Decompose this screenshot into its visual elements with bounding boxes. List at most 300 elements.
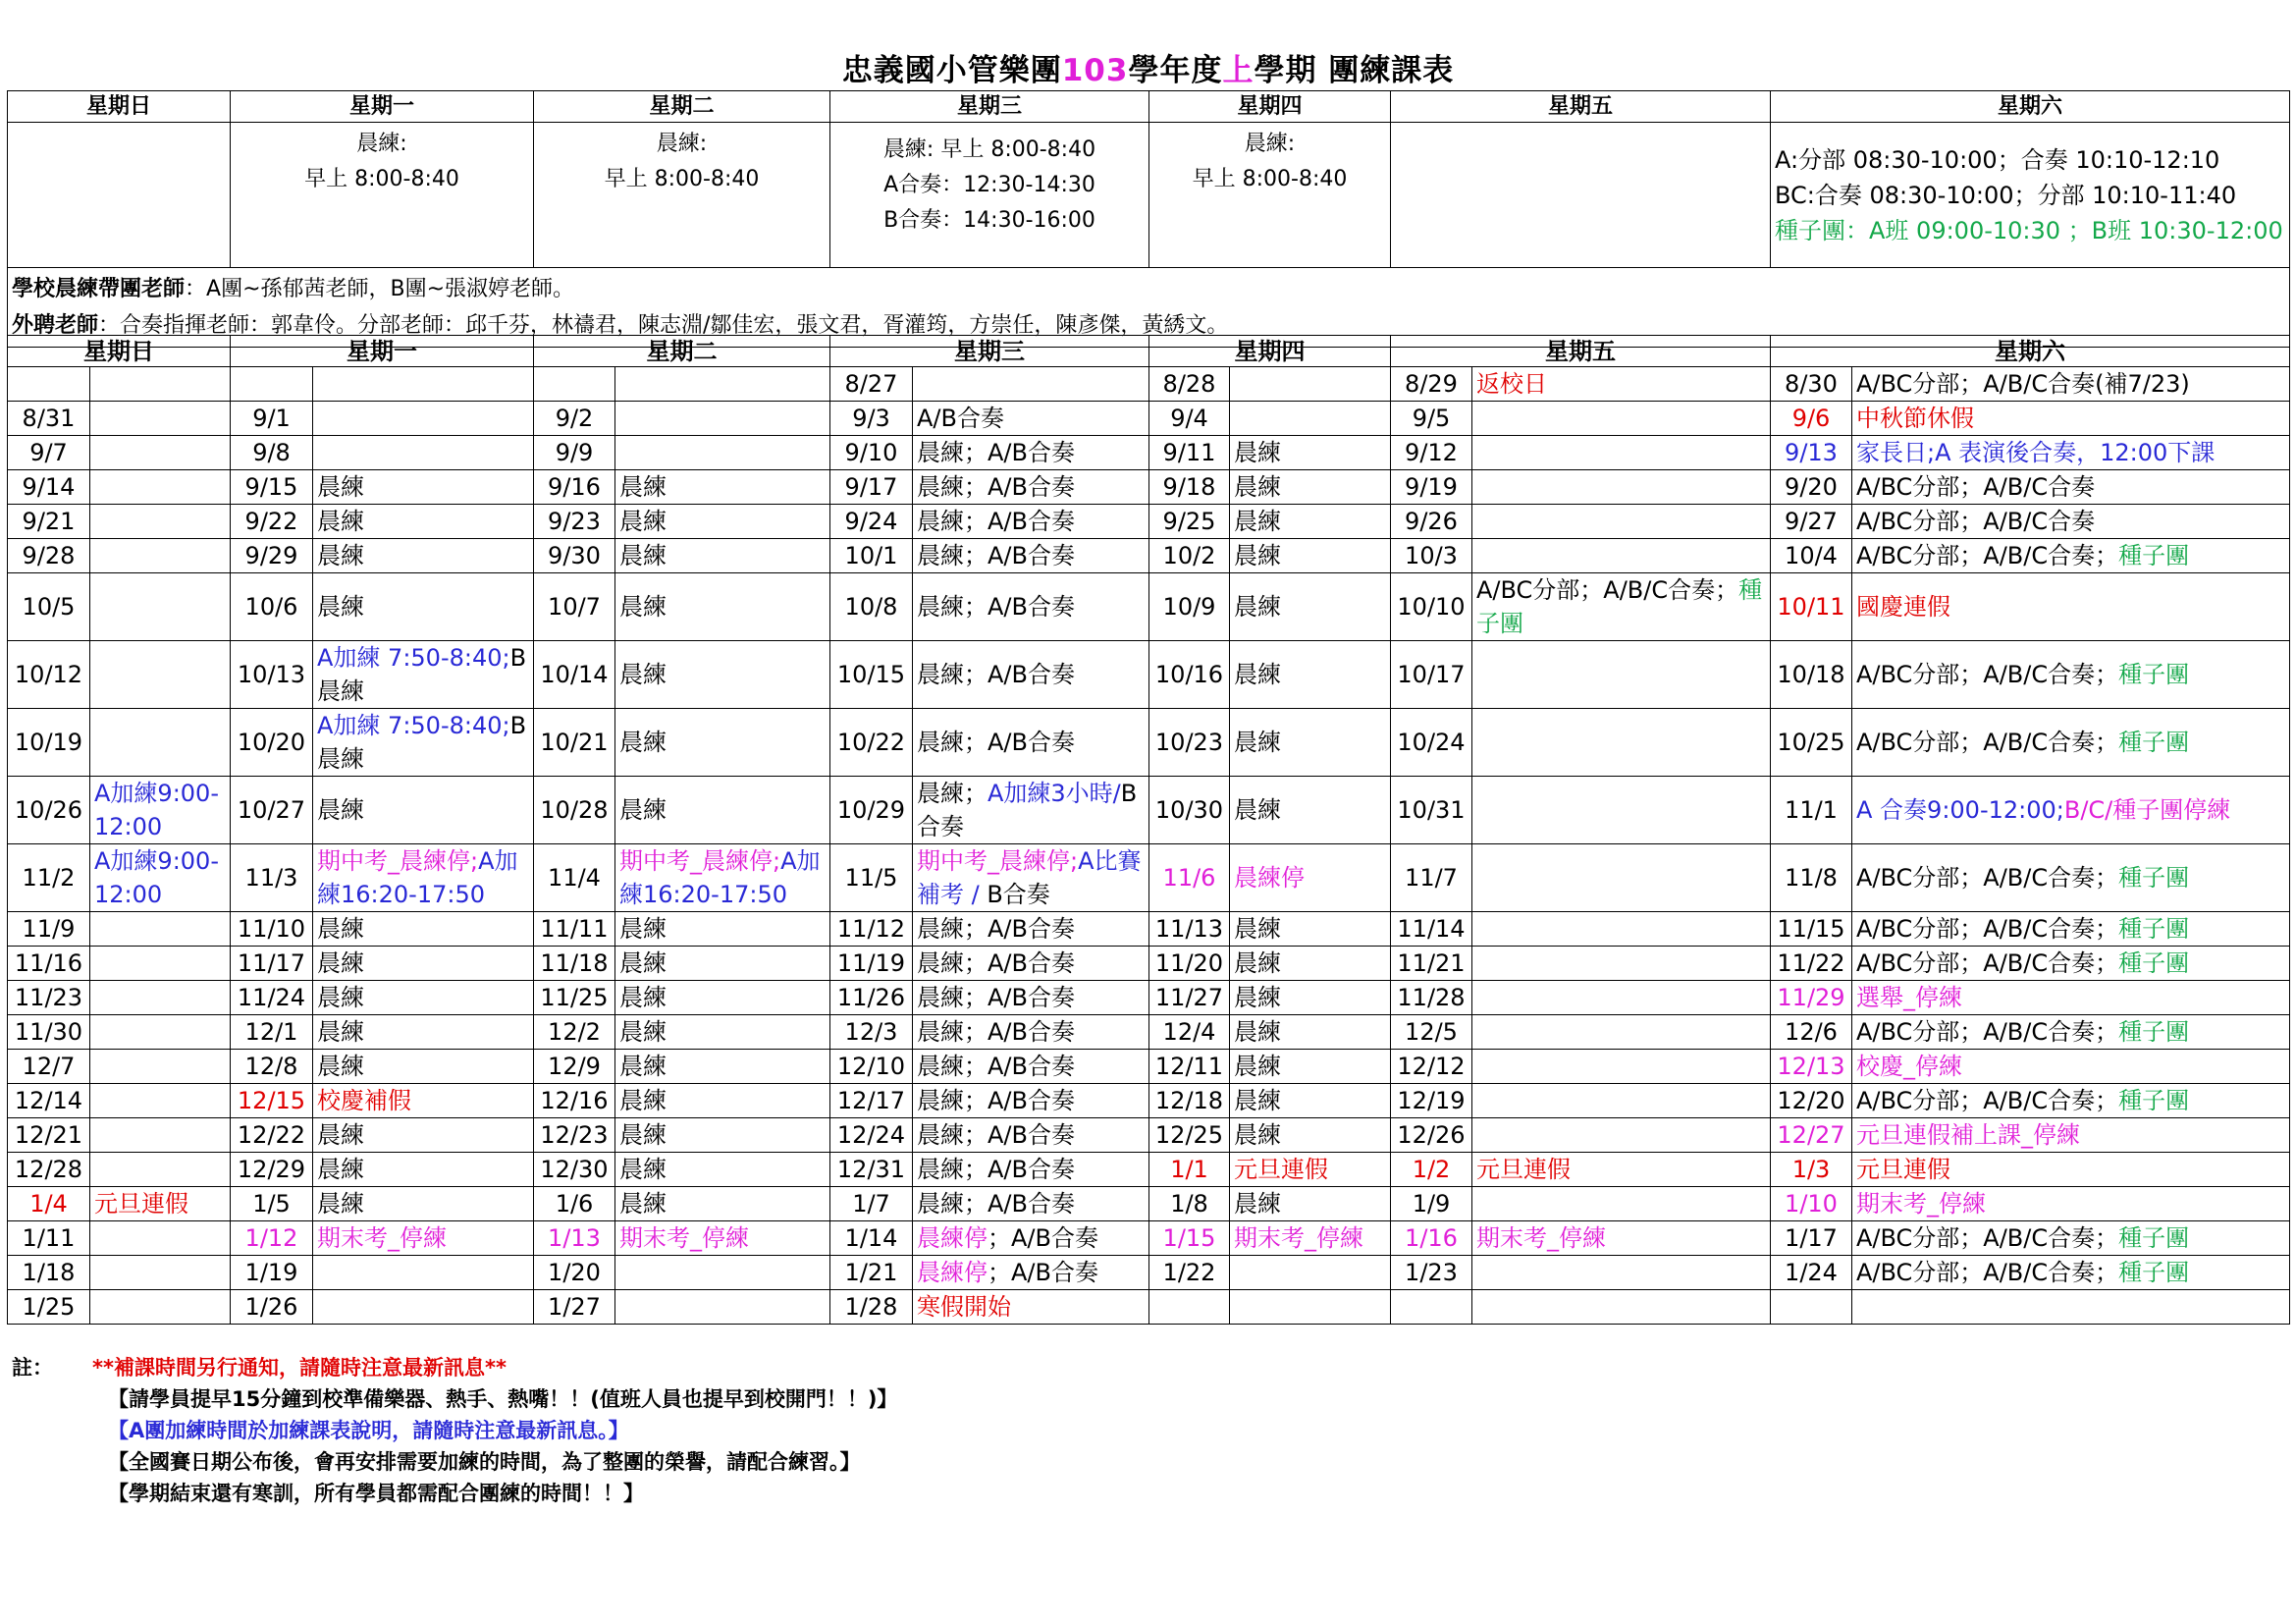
event-text: 期中考_晨練停;	[317, 847, 479, 875]
event-text: 9:00-12:00	[94, 780, 219, 840]
event-cell-fri	[1472, 777, 1771, 844]
date-cell-thu: 11/20	[1149, 947, 1230, 981]
event-cell-sat	[1852, 1153, 2290, 1187]
event-text: A加練	[94, 780, 158, 807]
date-cell-sat: 11/22	[1771, 947, 1852, 981]
event-text: A/BC分部；A/B/C合奏；	[1856, 1259, 2119, 1286]
date-cell-mon: 10/20	[231, 709, 313, 777]
event-text: 晨練；A/B合奏	[917, 1053, 1075, 1080]
event-text: 9:00-12:00	[94, 847, 219, 908]
event-cell-fri	[1472, 1118, 1771, 1153]
event-cell-thu	[1230, 1256, 1391, 1290]
event-cell-tue	[615, 981, 830, 1015]
date-cell-sun: 12/7	[8, 1050, 90, 1084]
event-cell-mon	[313, 709, 534, 777]
cal-header-wed: 星期三	[830, 336, 1149, 367]
date-cell-fri: 12/5	[1391, 1015, 1472, 1050]
date-cell-sun: 9/21	[8, 505, 90, 539]
event-text: 種子團	[2118, 1018, 2190, 1046]
date-cell-thu: 8/28	[1149, 367, 1230, 402]
event-text: 晨練；A/B合奏	[917, 1190, 1075, 1218]
header-sun: 星期日	[8, 91, 231, 123]
date-cell-sat: 10/25	[1771, 709, 1852, 777]
event-text: 晨練	[619, 1018, 667, 1046]
date-cell-thu: 11/13	[1149, 912, 1230, 947]
event-cell-thu	[1230, 1015, 1391, 1050]
date-cell-mon: 11/3	[231, 844, 313, 912]
event-cell-wed	[913, 844, 1149, 912]
calendar-week-row	[8, 470, 2290, 505]
date-cell-tue	[534, 367, 615, 402]
date-cell-tue: 11/18	[534, 947, 615, 981]
session-thu-time: 早上 8:00-8:40	[1192, 167, 1348, 191]
event-cell-sat	[1852, 844, 2290, 912]
event-text: 晨練；A/B合奏	[917, 439, 1075, 466]
event-cell-tue	[615, 402, 830, 436]
event-text: 晨練	[1234, 1190, 1281, 1218]
event-text: 晨練	[317, 473, 364, 501]
event-text: 晨練；A/B合奏	[917, 473, 1075, 501]
event-cell-mon	[313, 947, 534, 981]
calendar-week-row	[8, 1015, 2290, 1050]
event-text: 晨練；A/B合奏	[917, 542, 1075, 569]
event-cell-wed	[913, 1084, 1149, 1118]
event-cell-mon	[313, 1221, 534, 1256]
event-cell-sat	[1852, 436, 2290, 470]
date-cell-tue: 1/27	[534, 1290, 615, 1325]
event-text: 種子團	[2118, 729, 2190, 756]
event-text: A比賽補考 /	[917, 847, 1142, 908]
date-cell-tue: 11/25	[534, 981, 615, 1015]
session-times-row	[8, 123, 2290, 268]
date-cell-fri: 11/7	[1391, 844, 1472, 912]
note-line: 【請學員提早15分鐘到校準備樂器、熱手、熱嘴！！(值班人員也提早到校開門！！)】	[108, 1387, 898, 1411]
note-line: **補課時間另行通知，請隨時注意最新訊息**	[92, 1356, 507, 1380]
event-text: 校慶補假	[317, 1087, 411, 1114]
session-sat-bc: BC:合奏 08:30-10:00；分部 10:10-11:40	[1775, 181, 2237, 209]
event-cell-tue	[615, 539, 830, 573]
event-text: 晨練	[317, 1053, 364, 1080]
calendar-week-row	[8, 947, 2290, 981]
event-cell-fri	[1472, 912, 1771, 947]
date-cell-wed: 12/31	[830, 1153, 913, 1187]
event-cell-thu	[1230, 1050, 1391, 1084]
event-text: A/BC分部；A/B/C合奏；	[1476, 576, 1739, 604]
date-cell-sat: 1/3	[1771, 1153, 1852, 1187]
event-cell-mon	[313, 1290, 534, 1325]
event-text: B合奏	[917, 780, 1138, 840]
event-text: 晨練；A/B合奏	[917, 949, 1075, 977]
date-cell-mon: 9/29	[231, 539, 313, 573]
date-cell-fri: 9/12	[1391, 436, 1472, 470]
calendar-week-row	[8, 505, 2290, 539]
event-cell-fri	[1472, 436, 1771, 470]
event-cell-tue	[615, 912, 830, 947]
date-cell-mon: 10/13	[231, 641, 313, 709]
date-cell-wed: 10/29	[830, 777, 913, 844]
date-cell-wed: 12/24	[830, 1118, 913, 1153]
date-cell-fri: 10/31	[1391, 777, 1472, 844]
event-text: 元旦連假	[1856, 1156, 1950, 1183]
event-text: 晨練	[317, 949, 364, 977]
date-cell-fri: 1/9	[1391, 1187, 1472, 1221]
calendar-week-row	[8, 1084, 2290, 1118]
event-text: 晨練	[317, 508, 364, 535]
event-cell-thu	[1230, 947, 1391, 981]
event-cell-sat	[1852, 1290, 2290, 1325]
header-tue: 星期二	[534, 91, 830, 123]
event-cell-sat	[1852, 367, 2290, 402]
date-cell-wed: 9/24	[830, 505, 913, 539]
event-text: 期末考_停練	[619, 1224, 749, 1252]
event-text: 晨練	[1234, 1121, 1281, 1149]
event-cell-sun	[90, 1187, 231, 1221]
event-text: 中秋節休假	[1856, 405, 1974, 432]
session-fri	[1391, 123, 1771, 268]
event-cell-mon	[313, 1153, 534, 1187]
event-cell-wed	[913, 573, 1149, 641]
calendar-header-row	[8, 336, 2290, 367]
event-cell-sun	[90, 367, 231, 402]
date-cell-mon: 1/26	[231, 1290, 313, 1325]
event-text: 晨練	[619, 661, 667, 688]
date-cell-thu	[1149, 1290, 1230, 1325]
event-text: A加練 7:50-8:40;	[317, 712, 510, 739]
date-cell-tue: 12/16	[534, 1084, 615, 1118]
event-text: A/BC分部；A/B/C合奏；	[1856, 1018, 2119, 1046]
event-cell-thu	[1230, 505, 1391, 539]
event-cell-fri	[1472, 844, 1771, 912]
event-text: 元旦連假	[94, 1190, 188, 1218]
calendar-week-row	[8, 1153, 2290, 1187]
event-text: A加練16:20-17:50	[619, 847, 821, 908]
date-cell-fri: 10/17	[1391, 641, 1472, 709]
date-cell-tue: 10/14	[534, 641, 615, 709]
session-wed-morning: 晨練: 早上 8:00-8:40	[882, 137, 1096, 162]
event-text: 晨練；A/B合奏	[917, 984, 1075, 1011]
date-cell-fri: 1/2	[1391, 1153, 1472, 1187]
date-cell-sat: 11/29	[1771, 981, 1852, 1015]
event-text: 種子團	[2118, 661, 2190, 688]
event-cell-wed	[913, 947, 1149, 981]
event-text: 晨練	[317, 1190, 364, 1218]
event-cell-mon	[313, 1050, 534, 1084]
event-text: 晨練	[619, 473, 667, 501]
event-cell-thu	[1230, 1221, 1391, 1256]
date-cell-mon: 12/22	[231, 1118, 313, 1153]
date-cell-sun: 1/25	[8, 1290, 90, 1325]
event-cell-wed	[913, 1221, 1149, 1256]
event-text: 晨練	[619, 1121, 667, 1149]
event-text: 種子團	[2118, 1224, 2190, 1252]
date-cell-sat: 1/17	[1771, 1221, 1852, 1256]
header-fri: 星期五	[1391, 91, 1771, 123]
note-line: 【A團加練時間於加練課表說明，請隨時注意最新訊息。】	[108, 1419, 629, 1442]
date-cell-mon: 10/27	[231, 777, 313, 844]
date-cell-fri: 12/19	[1391, 1084, 1472, 1118]
event-cell-mon	[313, 912, 534, 947]
event-text: 選舉_停練	[1856, 984, 1962, 1011]
event-cell-sun	[90, 947, 231, 981]
calendar-week-row	[8, 539, 2290, 573]
event-text: 晨練；A/B合奏	[917, 593, 1075, 621]
event-text: 期中考_晨練停;	[917, 847, 1079, 875]
event-cell-sun	[90, 1290, 231, 1325]
date-cell-mon: 1/12	[231, 1221, 313, 1256]
date-cell-fri: 10/3	[1391, 539, 1472, 573]
date-cell-fri: 11/21	[1391, 947, 1472, 981]
date-cell-mon: 1/19	[231, 1256, 313, 1290]
event-cell-fri	[1472, 1290, 1771, 1325]
note-line: 【全國賽日期公布後，會再安排需要加練的時間，為了整團的榮譽，請配合練習。】	[108, 1450, 861, 1474]
event-cell-tue	[615, 641, 830, 709]
event-text: 晨練	[1234, 508, 1281, 535]
event-text: 晨練	[619, 1087, 667, 1114]
event-text: 晨練	[1234, 593, 1281, 621]
date-cell-thu: 12/4	[1149, 1015, 1230, 1050]
event-cell-mon	[313, 367, 534, 402]
weekday-header-row	[8, 91, 2290, 123]
event-cell-thu	[1230, 436, 1391, 470]
date-cell-sat: 9/20	[1771, 470, 1852, 505]
event-cell-wed	[913, 777, 1149, 844]
event-text: 晨練；A/B合奏	[917, 661, 1075, 688]
session-tue	[534, 123, 830, 268]
event-text: B晨練	[317, 712, 527, 773]
event-text: 晨練	[1234, 984, 1281, 1011]
event-text: 晨練	[1234, 1053, 1281, 1080]
date-cell-thu: 9/11	[1149, 436, 1230, 470]
session-sun	[8, 123, 231, 268]
event-text: 晨練；A/B合奏	[917, 915, 1075, 943]
date-cell-wed: 1/14	[830, 1221, 913, 1256]
event-text: 晨練；A/B合奏	[917, 729, 1075, 756]
session-tue-time: 早上 8:00-8:40	[604, 167, 760, 191]
event-cell-sun	[90, 505, 231, 539]
event-text: 晨練	[1234, 915, 1281, 943]
event-cell-tue	[615, 1084, 830, 1118]
event-text: 晨練；	[917, 780, 988, 807]
event-cell-wed	[913, 1187, 1149, 1221]
session-wed-a: A合奏：12:30-14:30	[883, 173, 1095, 197]
event-text: 校慶_停練	[1856, 1053, 1962, 1080]
event-cell-fri	[1472, 573, 1771, 641]
date-cell-fri: 12/12	[1391, 1050, 1472, 1084]
event-cell-fri	[1472, 641, 1771, 709]
event-cell-sat	[1852, 1187, 2290, 1221]
event-text: 晨練	[619, 542, 667, 569]
date-cell-wed: 1/28	[830, 1290, 913, 1325]
date-cell-sun: 11/9	[8, 912, 90, 947]
date-cell-fri: 1/23	[1391, 1256, 1472, 1290]
event-cell-fri	[1472, 539, 1771, 573]
date-cell-fri: 9/19	[1391, 470, 1472, 505]
event-text: 晨練	[1234, 796, 1281, 824]
event-text: A/BC分部；A/B/C合奏；	[1856, 661, 2119, 688]
event-cell-fri	[1472, 367, 1771, 402]
date-cell-wed: 12/10	[830, 1050, 913, 1084]
event-text: 種子團	[2118, 1259, 2190, 1286]
event-cell-sat	[1852, 641, 2290, 709]
date-cell-wed: 10/15	[830, 641, 913, 709]
event-cell-wed	[913, 1015, 1149, 1050]
event-cell-sat	[1852, 1050, 2290, 1084]
event-text: A/B合奏	[917, 405, 1004, 432]
event-cell-wed	[913, 1256, 1149, 1290]
event-text: 寒假開始	[917, 1293, 1011, 1321]
event-cell-wed	[913, 402, 1149, 436]
date-cell-sat: 9/13	[1771, 436, 1852, 470]
calendar-week-row	[8, 1050, 2290, 1084]
date-cell-tue: 9/9	[534, 436, 615, 470]
event-cell-mon	[313, 777, 534, 844]
calendar-week-row	[8, 912, 2290, 947]
event-text: 晨練	[317, 984, 364, 1011]
event-text: 家長日;A 表演後合奏，12:00下課	[1856, 439, 2216, 466]
event-cell-fri	[1472, 402, 1771, 436]
date-cell-thu: 10/23	[1149, 709, 1230, 777]
event-cell-sun	[90, 1256, 231, 1290]
date-cell-wed: 11/12	[830, 912, 913, 947]
date-cell-sat: 12/13	[1771, 1050, 1852, 1084]
date-cell-sat: 11/1	[1771, 777, 1852, 844]
event-cell-tue	[615, 1221, 830, 1256]
date-cell-mon: 9/1	[231, 402, 313, 436]
event-cell-tue	[615, 777, 830, 844]
date-cell-tue: 9/2	[534, 402, 615, 436]
event-text: 晨練	[619, 949, 667, 977]
cal-header-sun: 星期日	[8, 336, 231, 367]
date-cell-fri: 12/26	[1391, 1118, 1472, 1153]
date-cell-wed: 9/17	[830, 470, 913, 505]
date-cell-thu: 1/8	[1149, 1187, 1230, 1221]
calendar-week-row	[8, 1118, 2290, 1153]
date-cell-tue: 1/6	[534, 1187, 615, 1221]
date-cell-fri: 11/14	[1391, 912, 1472, 947]
date-cell-sat: 1/24	[1771, 1256, 1852, 1290]
session-sat-a: A:分部 08:30-10:00；合奏 10:10-12:10	[1775, 145, 2220, 174]
event-cell-sun	[90, 709, 231, 777]
event-cell-wed	[913, 505, 1149, 539]
event-cell-fri	[1472, 981, 1771, 1015]
event-cell-tue	[615, 367, 830, 402]
event-cell-wed	[913, 981, 1149, 1015]
date-cell-thu: 12/25	[1149, 1118, 1230, 1153]
event-text: A 合奏9:00-12:00;	[1856, 796, 2064, 824]
session-sat	[1771, 123, 2290, 268]
weekly-schedule-table	[7, 90, 2290, 348]
date-cell-mon	[231, 367, 313, 402]
event-cell-wed	[913, 1118, 1149, 1153]
date-cell-mon: 10/6	[231, 573, 313, 641]
event-cell-fri	[1472, 505, 1771, 539]
event-cell-tue	[615, 573, 830, 641]
date-cell-thu: 9/25	[1149, 505, 1230, 539]
event-text: 元旦連假補上課_停練	[1856, 1121, 2080, 1149]
date-cell-sat	[1771, 1290, 1852, 1325]
date-cell-wed: 11/19	[830, 947, 913, 981]
date-cell-fri: 11/28	[1391, 981, 1472, 1015]
event-text: 期末考_停練	[1856, 1190, 1986, 1218]
date-cell-tue: 12/23	[534, 1118, 615, 1153]
event-cell-sun	[90, 1084, 231, 1118]
date-cell-sun: 1/4	[8, 1187, 90, 1221]
event-text: ；A/B合奏	[988, 1224, 1098, 1252]
event-text: A/BC分部；A/B/C合奏；	[1856, 1087, 2119, 1114]
calendar-week-row	[8, 436, 2290, 470]
external-teachers: 外聘老師：合奏指揮老師：郭韋伶。分部老師：邱千芬，林禱君，陳志淵/鄒佳宏，張文君，胥灌筠，方崇任，陳彥傑，黃綉文。	[12, 313, 1229, 338]
date-cell-tue: 12/30	[534, 1153, 615, 1187]
event-cell-tue	[615, 505, 830, 539]
event-text: A/BC分部；A/B/C合奏；	[1856, 915, 2119, 943]
event-text: B/C/種子團停練	[2063, 796, 2231, 824]
event-cell-mon	[313, 1118, 534, 1153]
event-cell-mon	[313, 505, 534, 539]
date-cell-mon: 12/29	[231, 1153, 313, 1187]
event-cell-mon	[313, 1187, 534, 1221]
date-cell-sun: 12/14	[8, 1084, 90, 1118]
event-text: 晨練	[619, 915, 667, 943]
event-text: 晨練	[1234, 473, 1281, 501]
event-text: 期中考_晨練停;	[619, 847, 781, 875]
date-cell-fri	[1391, 1290, 1472, 1325]
event-text: 種子團	[2118, 1087, 2190, 1114]
date-cell-tue: 11/4	[534, 844, 615, 912]
event-cell-sat	[1852, 981, 2290, 1015]
date-cell-fri: 1/16	[1391, 1221, 1472, 1256]
event-cell-sat	[1852, 402, 2290, 436]
date-cell-tue: 9/16	[534, 470, 615, 505]
event-cell-thu	[1230, 573, 1391, 641]
event-text: 晨練停	[1234, 864, 1305, 892]
date-cell-tue: 12/9	[534, 1050, 615, 1084]
event-cell-tue	[615, 1118, 830, 1153]
event-cell-sun	[90, 1050, 231, 1084]
event-cell-thu	[1230, 1290, 1391, 1325]
session-wed-b: B合奏：14:30-16:00	[883, 208, 1095, 233]
event-cell-fri	[1472, 1084, 1771, 1118]
date-cell-sat: 12/27	[1771, 1118, 1852, 1153]
date-cell-thu: 11/27	[1149, 981, 1230, 1015]
event-text: 期末考_停練	[1234, 1224, 1363, 1252]
date-cell-wed: 12/17	[830, 1084, 913, 1118]
event-text: 期末考_停練	[1476, 1224, 1606, 1252]
event-cell-sat	[1852, 709, 2290, 777]
calendar-week-row	[8, 641, 2290, 709]
event-cell-sat	[1852, 777, 2290, 844]
event-cell-tue	[615, 1015, 830, 1050]
cal-header-mon: 星期一	[231, 336, 534, 367]
event-text: 種子團	[2118, 915, 2190, 943]
session-thu	[1149, 123, 1391, 268]
session-mon	[231, 123, 534, 268]
event-cell-sun	[90, 1118, 231, 1153]
note-line: 【學期結束還有寒訓，所有學員都需配合團練的時間！！】	[108, 1482, 644, 1505]
event-text: 晨練	[619, 984, 667, 1011]
event-cell-wed	[913, 912, 1149, 947]
event-text: 元旦連假	[1476, 1156, 1571, 1183]
calendar-week-row	[8, 1221, 2290, 1256]
date-cell-sat: 9/27	[1771, 505, 1852, 539]
calendar-week-row	[8, 844, 2290, 912]
date-cell-wed: 10/8	[830, 573, 913, 641]
event-text: 晨練	[1234, 439, 1281, 466]
event-text: ；A/B合奏	[988, 1259, 1098, 1286]
event-text: A加練16:20-17:50	[317, 847, 518, 908]
event-text: 晨練	[619, 1053, 667, 1080]
date-cell-sun: 9/14	[8, 470, 90, 505]
date-cell-sat: 8/30	[1771, 367, 1852, 402]
